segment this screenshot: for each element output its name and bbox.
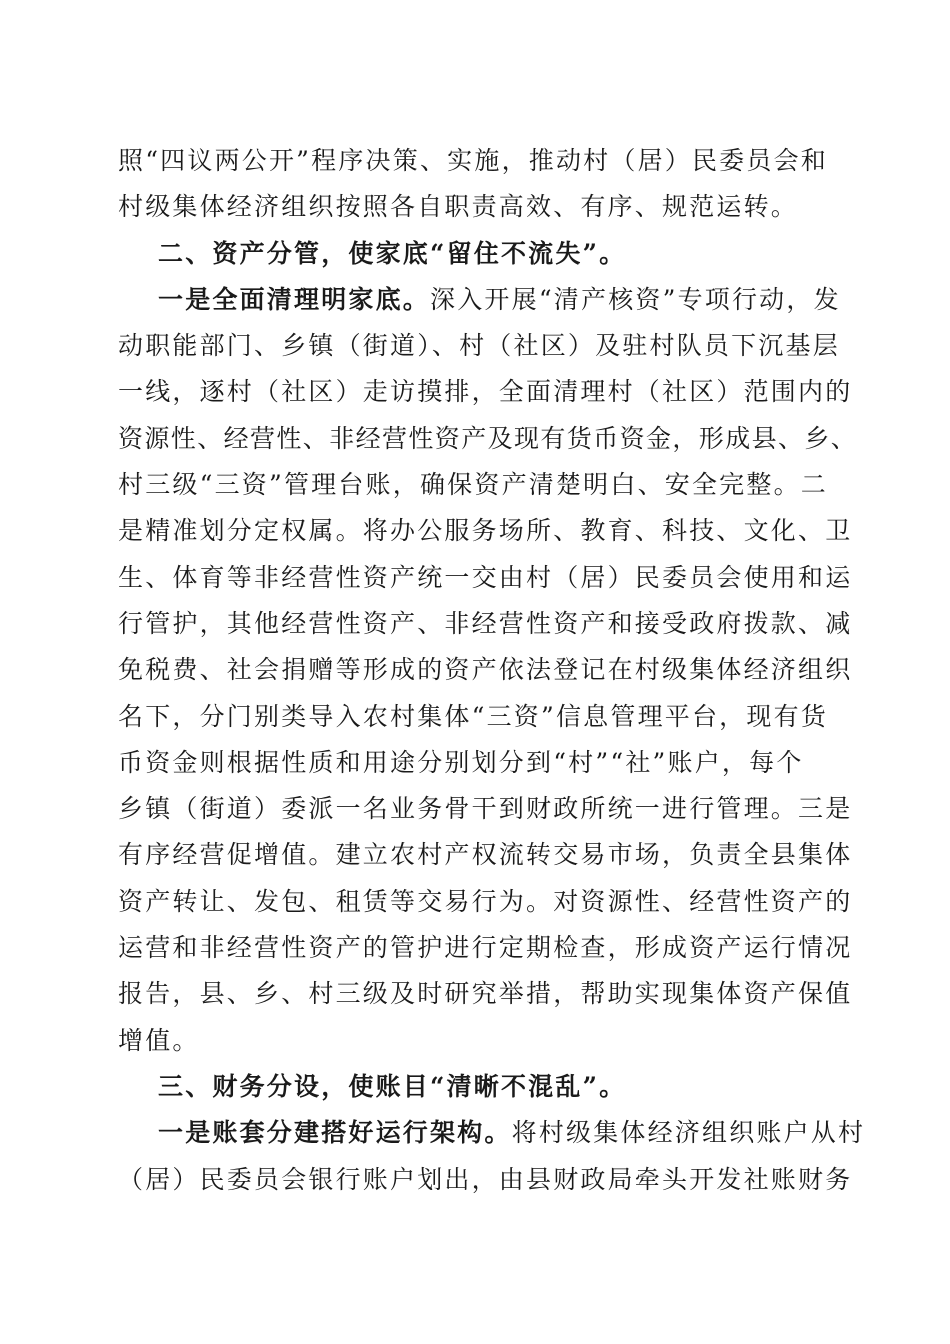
assets-line-17: 增值。 bbox=[118, 1025, 200, 1055]
assets-line-16: 报告，县、乡、村三级及时研究举措，帮助实现集体资产保值 bbox=[118, 979, 853, 1009]
intro-line-1: 照“四议两公开”程序决策、实施，推动村（居）民委员会和 bbox=[118, 146, 828, 175]
assets-lead: 一是全面清理明家底。 bbox=[158, 284, 431, 314]
assets-line-2: 动职能部门、乡镇（街道）、村（社区）及驻村队员下沉基层 bbox=[118, 331, 840, 361]
assets-line-4: 资源性、经营性、非经营性资产及现有货币资金，形成县、乡、 bbox=[118, 423, 858, 453]
assets-line-15: 运营和非经营性资产的管护进行定期检查，形成资产运行情况 bbox=[118, 933, 853, 963]
section-heading-3: 三、财务分设，使账目“清晰不混乱”。 bbox=[158, 1071, 627, 1101]
assets-first-line-rest: 深入开展“清产核资”专项行动，发 bbox=[430, 284, 841, 314]
document-page bbox=[118, 138, 866, 1203]
assets-line-6: 是精准划分定权属。将办公服务场所、教育、科技、文化、卫 bbox=[118, 516, 853, 546]
assets-line-5: 村三级“三资”管理台账，确保资产清楚明白、安全完整。二 bbox=[118, 470, 828, 500]
assets-line-8: 行管护，其他经营性资产、非经营性资产和接受政府拨款、减 bbox=[118, 608, 853, 638]
assets-line-11: 币资金则根据性质和用途分别划分到“村”“社”账户，每个 bbox=[118, 747, 804, 777]
assets-line-1 bbox=[118, 277, 841, 323]
intro-line-2: 村级集体经济组织按照各自职责高效、有序、规范运转。 bbox=[118, 192, 799, 222]
finance-line-1 bbox=[118, 1110, 866, 1156]
finance-line-2: （居）民委员会银行账户划出，由县财政局牵头开发社账财务 bbox=[118, 1164, 853, 1194]
section-heading-2: 二、资产分管，使家底“留住不流失”。 bbox=[158, 238, 627, 268]
assets-line-14: 资产转让、发包、租赁等交易行为。对资源性、经营性资产的 bbox=[118, 886, 853, 916]
finance-first-line-rest: 将村级集体经济组织账户从村 bbox=[511, 1118, 866, 1148]
assets-line-10: 名下，分门别类导入农村集体“三资”信息管理平台，现有货 bbox=[118, 701, 828, 731]
finance-lead: 一是账套分建搭好运行架构。 bbox=[158, 1118, 512, 1148]
assets-line-12: 乡镇（街道）委派一名业务骨干到财政所统一进行管理。三是 bbox=[118, 794, 853, 824]
assets-line-9: 免税费、社会捐赠等形成的资产依法登记在村级集体经济组织 bbox=[118, 655, 853, 685]
assets-line-7: 生、体育等非经营性资产统一交由村（居）民委员会使用和运 bbox=[118, 562, 853, 592]
assets-line-3: 一线，逐村（社区）走访摸排，全面清理村（社区）范围内的 bbox=[118, 377, 853, 407]
assets-line-13: 有序经营促增值。建立农村产权流转交易市场，负责全县集体 bbox=[118, 840, 853, 870]
